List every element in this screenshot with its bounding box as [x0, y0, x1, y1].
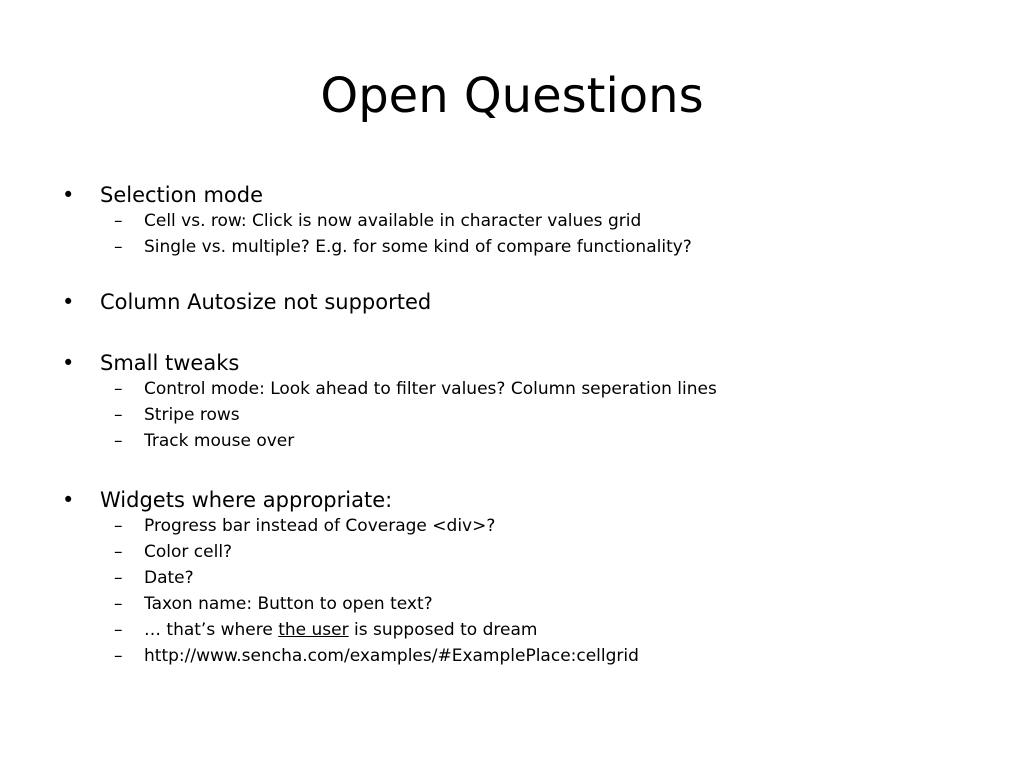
sub-item-text: Color cell? — [144, 542, 233, 562]
sub-list — [62, 208, 692, 260]
bullet-label: Column Autosize not supported — [100, 290, 432, 314]
sub-item-text: Control mode: Look ahead to filter values? Column seperation lines — [144, 379, 717, 399]
dash-icon: – — [114, 405, 123, 425]
sub-item — [114, 376, 717, 402]
dash-icon: – — [114, 237, 123, 257]
dash-icon: – — [114, 516, 123, 536]
bullet-icon: • — [62, 351, 75, 375]
bullet-icon: • — [62, 290, 75, 314]
sub-item — [114, 591, 639, 617]
dash-icon: – — [114, 594, 123, 614]
sub-item — [114, 513, 639, 539]
sub-item — [114, 539, 639, 565]
bullet-item-widgets — [62, 485, 639, 669]
dash-icon: – — [114, 568, 123, 588]
bullet-item-small-tweaks — [62, 348, 717, 454]
sub-list — [62, 513, 639, 669]
sub-item-text: Taxon name: Button to open text? — [144, 594, 433, 614]
sub-list — [62, 376, 717, 454]
sub-item-link — [114, 643, 639, 669]
sub-item-text: Track mouse over — [144, 431, 295, 451]
dash-icon: – — [114, 542, 123, 562]
dash-icon: – — [114, 620, 123, 640]
sub-item — [114, 428, 717, 454]
bullet-item-column-autosize — [62, 287, 431, 317]
bullet-label: Widgets where appropriate: — [100, 488, 393, 512]
sub-item — [114, 565, 639, 591]
dash-icon: – — [114, 379, 123, 399]
bullet-item-selection-mode — [62, 180, 692, 260]
bullet-icon: • — [62, 183, 75, 207]
sub-item-text: Date? — [144, 568, 194, 588]
sub-item-dream — [114, 617, 639, 643]
bullet-label: Small tweaks — [100, 351, 240, 375]
bullet-label: Selection mode — [100, 183, 264, 207]
dash-icon: – — [114, 431, 123, 451]
sub-item-text-after: is supposed to dream — [348, 620, 538, 640]
slide-title: Open Questions — [320, 68, 704, 124]
sub-item — [114, 234, 692, 260]
dash-icon: – — [114, 211, 123, 231]
sub-item-text: Stripe rows — [144, 405, 240, 425]
sub-item-text: Single vs. multiple? E.g. for some kind of compare functionality? — [144, 237, 692, 257]
underlined-text-the-user: the user — [278, 620, 349, 640]
sub-item-text: Progress bar instead of Coverage <div>? — [144, 516, 496, 536]
example-url-text: http://www.sencha.com/examples/#ExamplePlace:cellgrid — [144, 646, 639, 666]
sub-item — [114, 402, 717, 428]
sub-item-text-before: … that’s where — [144, 620, 279, 640]
dash-icon: – — [114, 646, 123, 666]
sub-item-text: Cell vs. row: Click is now available in character values grid — [144, 211, 642, 231]
bullet-icon: • — [62, 488, 75, 512]
sub-item — [114, 208, 692, 234]
